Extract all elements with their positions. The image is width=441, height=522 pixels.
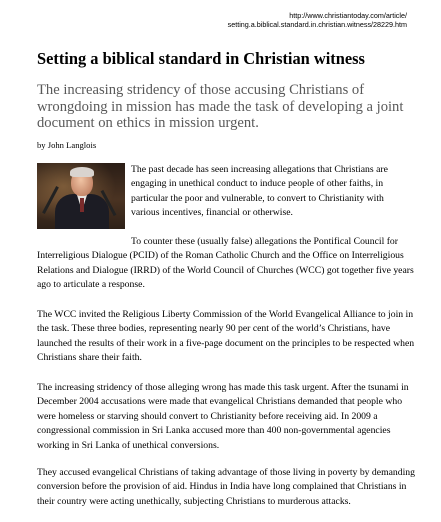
source-url[interactable]: [228, 11, 407, 29]
article-paragraph: The past decade has seen increasing allegations that Christians are engaging in unethical conduct to induce people of other faiths, in particular the poor and vulnerable, to convert to Christianity with various incentives, financial or otherwise.: [131, 164, 388, 219]
author-photo: [37, 163, 125, 229]
article-paragraph: The WCC invited the Religious Liberty Commission of the World Evangelical Alliance to join in the task. These three bodies, representing nearly 90 per cent of the world’s Christians, have launched the results of their work in a five-page document on the principles to be respected when Christians share their faith.: [37, 309, 415, 364]
article-paragraph: The increasing stridency of those alleging wrong has made this task urgent. After the tsunami in December 2004 accusations were made that evangelical Christians demanded that people who were homeless or starving should convert to Christianity before receiving aid. In 2009 a congressional commission in Sri Lanka accused more than 400 non-governmental agencies working in Sri Lanka of unethical conversions.: [37, 382, 409, 451]
source-url-line-1[interactable]: http://www.christiantoday.com/article/: [289, 11, 407, 20]
article-title: Setting a biblical standard in Christian witness: [37, 49, 365, 68]
source-url-line-2[interactable]: setting.a.biblical.standard.in.christian.witness/28229.htm: [227, 20, 407, 29]
article-standfirst: The increasing stridency of those accusing Christians of wrongdoing in mission has made the task of developing a joint document on ethics in mission urgent.: [37, 82, 404, 131]
article-byline: by John Langlois: [37, 140, 97, 150]
article-paragraph: To counter these (usually false) allegations the Pontifical Council for Interreligious Dialogue (PCID) of the Roman Catholic Church and the Office on Interreligious Relations and Dialogue (IRRD) of the World Council of Churches (WCC) got together five years ago to articulate a response.: [37, 236, 414, 291]
article-paragraph: They accused evangelical Christians of taking advantage of those living in poverty by demanding conversion before the provision of aid. Hindus in India have long complained that Christians in their country were acting unethically, subjecting Christians to murderous attacks.: [37, 467, 415, 507]
